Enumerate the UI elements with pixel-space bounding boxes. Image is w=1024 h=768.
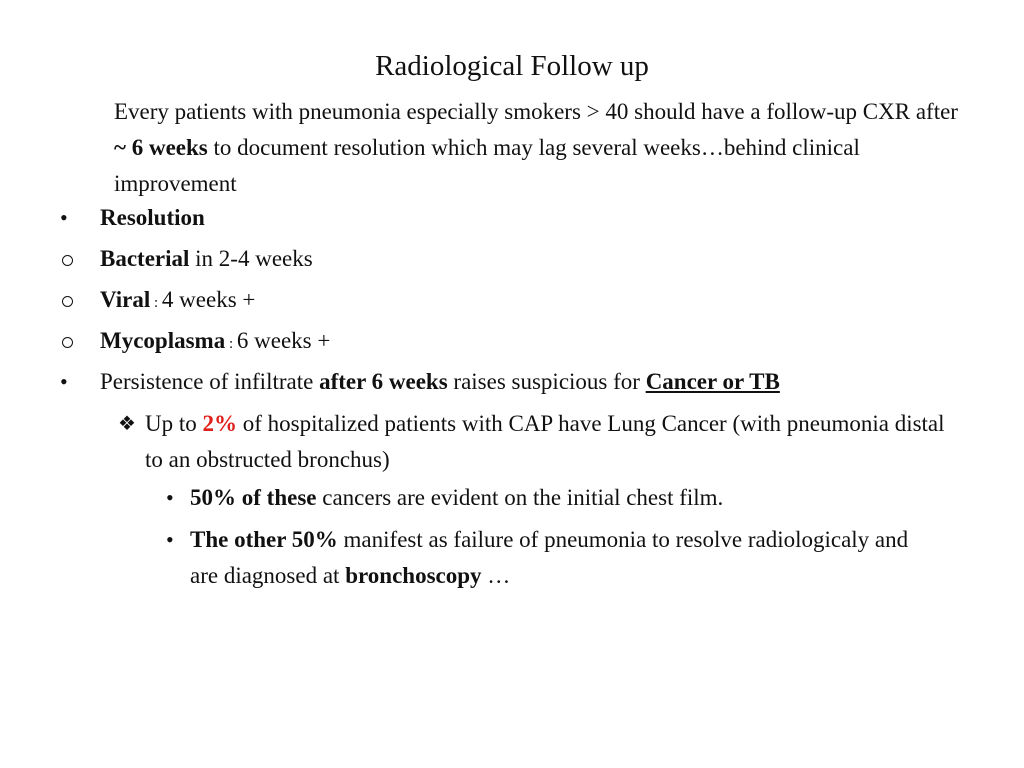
resolution-item-sep: : xyxy=(225,336,237,352)
intro-paragraph xyxy=(114,94,974,202)
sub-point-bold: The other 50% xyxy=(190,527,338,552)
sub-point-text: manifest as failure of pneumonia to resolve radiologicaly and are diagnosed at xyxy=(190,527,909,588)
resolution-item-name: Viral xyxy=(100,287,151,312)
cancer-note-highlight: 2% xyxy=(202,411,237,436)
bullet-dot-icon: • xyxy=(60,369,68,394)
persistence-text-part1: Persistence of infiltrate xyxy=(100,369,320,394)
resolution-item-value: 6 weeks + xyxy=(236,328,331,353)
slide-title: Radiological Follow up xyxy=(375,50,649,82)
persistence-bold2: Cancer or TB xyxy=(645,369,780,394)
sub-point xyxy=(190,480,950,516)
circle-bullet-icon xyxy=(62,282,73,318)
resolution-item xyxy=(100,241,313,280)
resolution-item-value: 4 weeks + xyxy=(161,287,256,312)
bullet-dot-icon: • xyxy=(166,527,174,552)
sub-point-bold2: bronchoscopy xyxy=(345,563,482,588)
persistence-line xyxy=(100,364,780,400)
resolution-heading: Resolution xyxy=(100,205,205,230)
cancer-note xyxy=(145,406,965,478)
resolution-item-sep: : xyxy=(150,295,162,311)
resolution-item xyxy=(100,282,255,321)
resolution-item-name: Mycoplasma xyxy=(100,328,226,353)
bullet-dot-icon: • xyxy=(60,205,68,230)
cancer-note-part2: of hospitalized patients with CAP have Lung Cancer (with pneumonia distal to an obstructed bronchus) xyxy=(145,411,945,472)
resolution-item-name: Bacterial xyxy=(100,246,190,271)
persistence-text-part2: raises suspicious for xyxy=(447,369,646,394)
intro-text-part2: to document resolution which may lag several weeks…behind clinical improvement xyxy=(114,135,860,196)
cancer-note-part1: Up to xyxy=(145,411,203,436)
intro-text-bold: ~ 6 weeks xyxy=(114,135,208,160)
bullet-dot-icon: • xyxy=(166,485,174,510)
resolution-item xyxy=(100,323,330,362)
intro-text-part1: Every patients with pneumonia especially smokers > 40 should have a follow-up CXR after xyxy=(114,99,958,124)
sub-point-tail: … xyxy=(481,563,511,588)
diamond-bullet-icon: ❖ xyxy=(118,413,136,435)
circle-bullet-icon xyxy=(62,323,73,359)
sub-point-text: cancers are evident on the initial chest film. xyxy=(316,485,724,510)
sub-point xyxy=(190,522,910,594)
sub-point-bold: 50% of these xyxy=(190,485,317,510)
circle-bullet-icon xyxy=(62,241,73,277)
resolution-item-value: in 2-4 weeks xyxy=(189,246,313,271)
persistence-bold1: after 6 weeks xyxy=(319,369,448,394)
